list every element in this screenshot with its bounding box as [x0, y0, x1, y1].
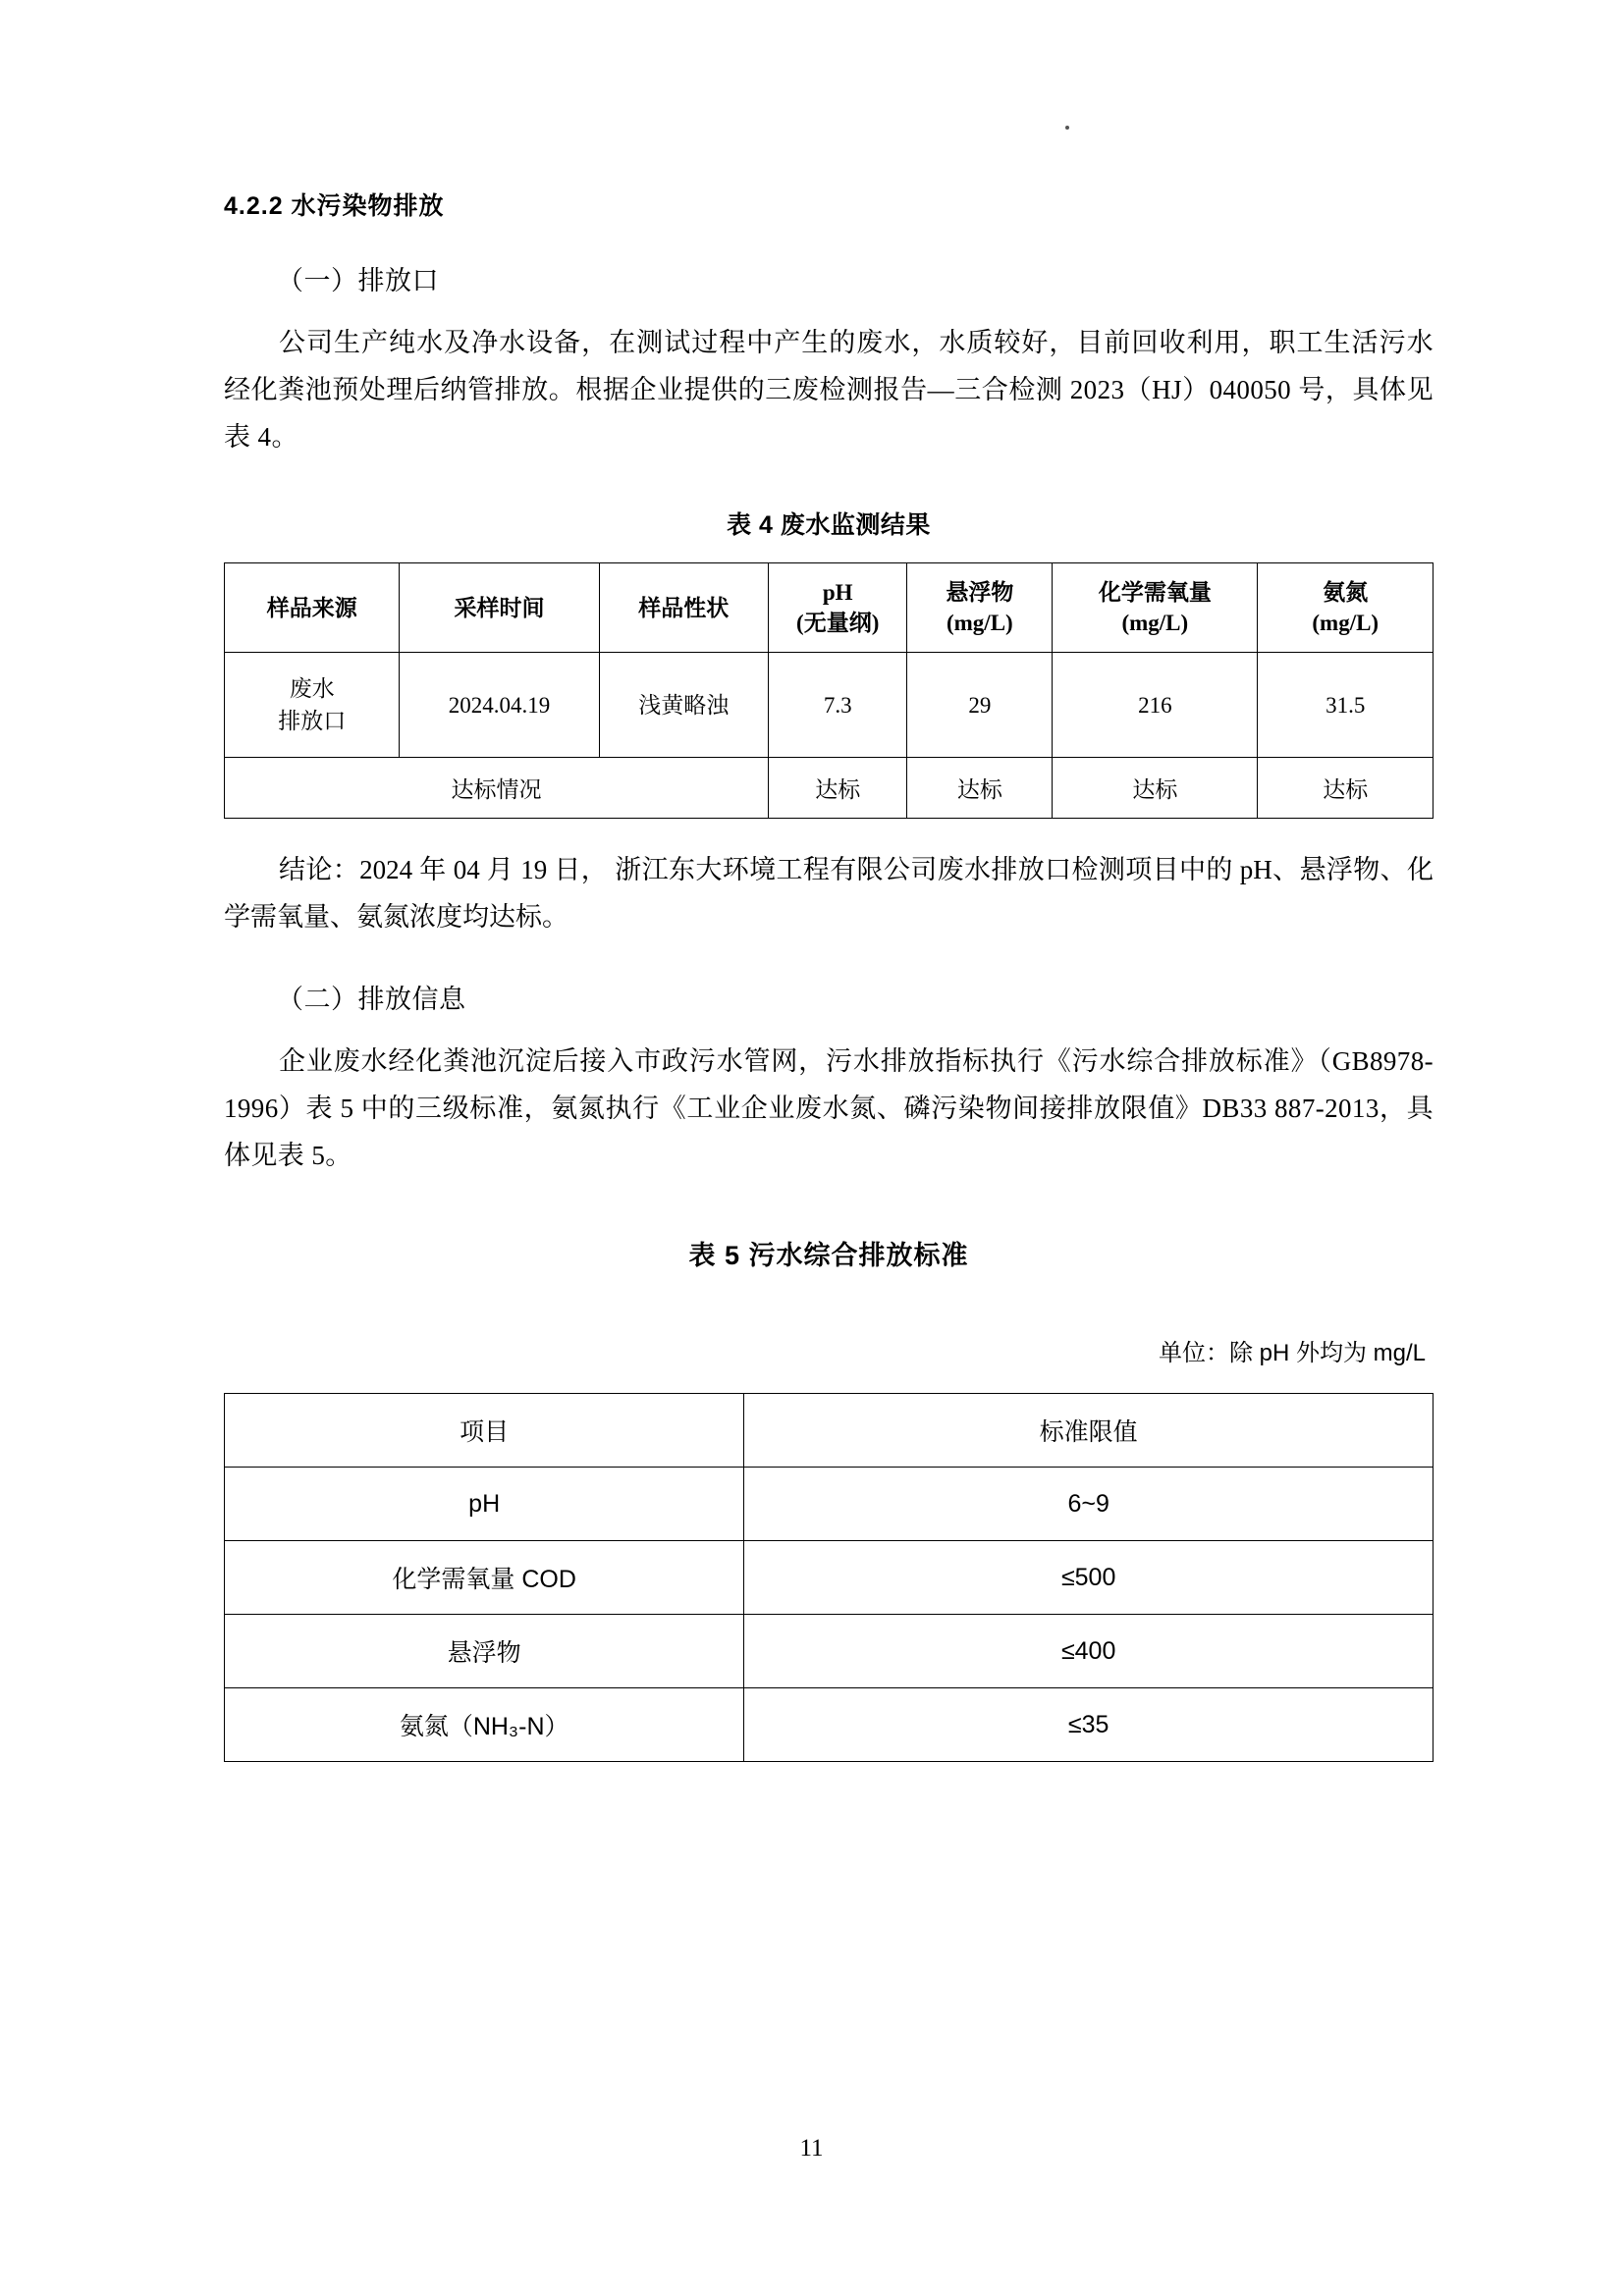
- cell-sample-appearance: 浅黄略浊: [599, 653, 768, 758]
- th-ph: [768, 563, 907, 653]
- th-ss-line1: 悬浮物: [946, 580, 1014, 606]
- section-heading: 4.2.2 水污染物排放: [224, 192, 445, 220]
- table-header-row: [225, 563, 1434, 653]
- table-row: [225, 1615, 1434, 1688]
- th-ph-line2: (无量纲): [796, 611, 880, 636]
- table-row: [225, 1468, 1434, 1541]
- paragraph-discharge-outlet: 公司生产纯水及净水设备，在测试过程中产生的废水，水质较好，目前回收利用，职工生活污水经化粪池预处理后纳管排放。根据企业提供的三废检测报告—三合检测 2023（HJ）040050 号，具体见表 4。: [224, 328, 1434, 453]
- th-standard-limit: 标准限值: [744, 1394, 1434, 1468]
- paragraph-conclusion: 结论：2024 年 04 月 19 日， 浙江东大环境工程有限公司废水排放口检测项目中的 pH、悬浮物、化学需氧量、氨氮浓度均达标。: [224, 855, 1434, 933]
- table-row: [225, 653, 1434, 758]
- th-nh3-line2: (mg/L): [1312, 611, 1380, 636]
- cell-item-cod: 化学需氧量 COD: [225, 1541, 744, 1615]
- table-header-row: [225, 1394, 1434, 1468]
- cell-ph-value: 7.3: [768, 653, 907, 758]
- cell-source-line1: 废水: [289, 675, 335, 701]
- cell-item-ph: pH: [225, 1468, 744, 1541]
- th-ph-line1: pH: [822, 580, 853, 606]
- th-sample-appearance: 样品性状: [599, 563, 768, 653]
- th-sample-time: 采样时间: [400, 563, 599, 653]
- subheading-discharge-info: （二）排放信息: [277, 985, 466, 1015]
- cell-limit-cod: ≤500: [744, 1541, 1434, 1615]
- table5-unit-note: 单位：除 pH 外均为 mg/L: [1158, 1340, 1426, 1367]
- table5-caption: 表 5 污水综合排放标准: [688, 1241, 969, 1271]
- cell-item-ss: 悬浮物: [225, 1615, 744, 1688]
- cell-limit-ss: ≤400: [744, 1615, 1434, 1688]
- table-row: [225, 1541, 1434, 1615]
- cell-sample-time: 2024.04.19: [400, 653, 599, 758]
- cell-compliance-label: 达标情况: [225, 758, 769, 819]
- cell-ss-compliance: 达标: [907, 758, 1053, 819]
- th-ammonia-nitrogen: [1258, 563, 1434, 653]
- cell-limit-ph: 6~9: [744, 1468, 1434, 1541]
- table-discharge-standard: [224, 1393, 1434, 1762]
- cell-nh3n-value: 31.5: [1258, 653, 1434, 758]
- cell-cod-compliance: 达标: [1053, 758, 1258, 819]
- cell-ss-value: 29: [907, 653, 1053, 758]
- cell-limit-nh3n: ≤35: [744, 1688, 1434, 1762]
- th-cod-line1: 化学需氧量: [1098, 580, 1212, 606]
- th-item: 项目: [225, 1394, 744, 1468]
- th-nh3-line1: 氨氮: [1323, 580, 1369, 606]
- th-cod: [1053, 563, 1258, 653]
- page-number: 11: [799, 2135, 824, 2162]
- th-ss-line2: (mg/L): [946, 611, 1013, 636]
- page-content: [224, 0, 1434, 1762]
- cell-item-nh3n: 氨氮（NH₃-N）: [225, 1688, 744, 1762]
- cell-sample-source: [225, 653, 400, 758]
- cell-nh3n-compliance: 达标: [1258, 758, 1434, 819]
- table4-caption: 表 4 废水监测结果: [727, 511, 931, 540]
- cell-cod-value: 216: [1053, 653, 1258, 758]
- cell-ph-compliance: 达标: [768, 758, 907, 819]
- th-sample-source: 样品来源: [225, 563, 400, 653]
- paragraph-discharge-info: 企业废水经化粪池沉淀后接入市政污水管网，污水排放指标执行《污水综合排放标准》（GB8978-1996）表 5 中的三级标准，氨氮执行《工业企业废水氮、磷污染物间接排放限值》DB33 887-2013，具体见表 5。: [224, 1046, 1434, 1171]
- table-wastewater-monitoring: [224, 562, 1434, 819]
- table-row: [225, 1688, 1434, 1762]
- table-row: [225, 758, 1434, 819]
- subheading-discharge-outlet: （一）排放口: [277, 266, 439, 295]
- th-suspended-solids: [907, 563, 1053, 653]
- cell-source-line2: 排放口: [278, 709, 347, 734]
- th-cod-line2: (mg/L): [1121, 611, 1189, 636]
